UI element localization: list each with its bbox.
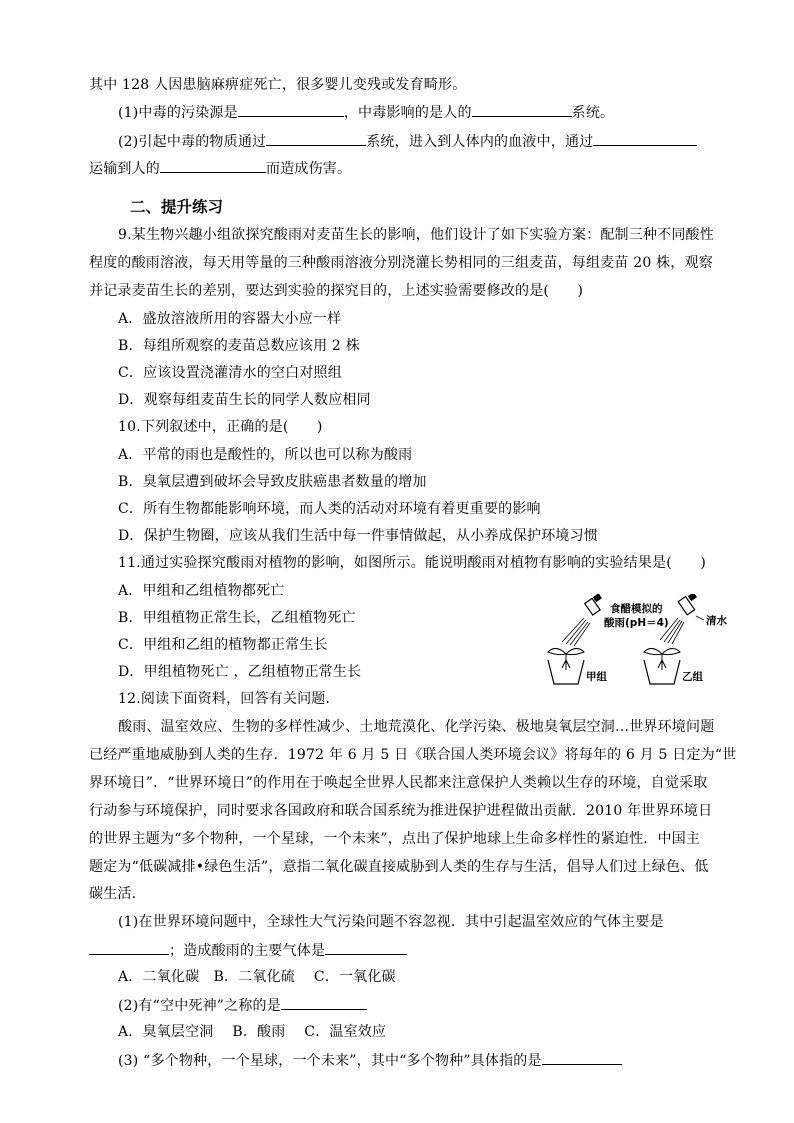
figure-label-group-b: 乙组 — [682, 671, 703, 683]
q2-text-d: 而造成伤害。 — [266, 161, 352, 177]
intro-text: 其中 128 人因患脑麻痹症死亡，很多婴儿变残或发育畸形。 — [89, 77, 467, 93]
q11-option-c[interactable]: C．甲组和乙组的植物都正常生长 — [118, 637, 328, 653]
answer-blank[interactable] — [281, 995, 367, 1010]
q9-option-a[interactable]: A．盛放溶液所用的容器大小应一样 — [118, 311, 342, 327]
spray-bottle-icon — [678, 594, 697, 615]
q10-option-d[interactable]: D．保护生物圈，应该从我们生活中每一件事情做起，从小养成保护环境习惯 — [118, 528, 599, 544]
intro-q1 — [118, 102, 614, 123]
intro-q2-cont — [89, 158, 351, 179]
q9-stem-line: 9.某生物兴趣小组欲探究酸雨对麦苗生长的影响，他们设计了如下实验方案：配制三种不同酸性 — [118, 227, 714, 243]
answer-blank[interactable] — [472, 102, 572, 117]
plant-icon — [548, 648, 584, 670]
q12-sub2-text: (2)有“空中死神”之称的是 — [118, 998, 281, 1014]
q12-paragraph-line: 碳生活． — [89, 886, 146, 902]
answer-blank[interactable] — [160, 158, 266, 173]
q12-sub1-cont — [89, 940, 407, 961]
acid-rain-experiment-figure — [540, 594, 740, 686]
q2-text-a: (2)引起中毒的物质通过 — [118, 134, 267, 150]
answer-blank[interactable] — [238, 102, 344, 117]
q10-option-a[interactable]: A．平常的雨也是酸性的，所以也可以称为酸雨 — [118, 447, 413, 463]
spray-bottle-icon — [585, 594, 602, 615]
section-title: 二、提升练习 — [130, 198, 224, 216]
q12-sub3-text: (3) “多个物种，一个星球，一个未来”，其中“多个物种”具体指的是 — [118, 1053, 542, 1069]
q12-stem: 12.阅读下面资料，回答有关问题． — [118, 691, 340, 707]
q11-stem: 11.通过实验探究酸雨对植物的影响，如图所示。能说明酸雨对植物有影响的实验结果是( ) — [118, 555, 706, 571]
q11-option-a[interactable]: A．甲组和乙组植物都死亡 — [118, 583, 285, 599]
q12-paragraph-line: 酸雨、温室效应、生物的多样性减少、土地荒漠化、化学污染、极地臭氧层空洞…世界环境问题 — [118, 719, 715, 735]
q12-paragraph-line: 行动参与环境保护，同时要求各国政府和联合国系统为推进保护进程做出贡献．2010 年世界环境日 — [89, 803, 713, 819]
q1-text-a: (1)中毒的污染源是 — [118, 105, 238, 121]
q9-option-d[interactable]: D．观察每组麦苗生长的同学人数应相同 — [118, 392, 371, 408]
q10-option-b[interactable]: B．臭氧层遭到破坏会导致皮肤癌患者数量的增加 — [118, 474, 427, 490]
q1-text-c: 系统。 — [571, 105, 615, 121]
intro-line — [89, 75, 466, 95]
figure-label-acid-1: 食醋模拟的 — [610, 603, 663, 615]
plant-icon — [644, 648, 680, 670]
q12-sub1-text-b: ；造成酸雨的主要气体是 — [169, 943, 326, 959]
spray-lines-icon — [562, 618, 590, 646]
q9-option-b[interactable]: B．每组所观察的麦苗总数应该用 2 株 — [118, 338, 360, 354]
q10-option-c[interactable]: C．所有生物都能影响环境，而人类的活动对环境有着更重要的影响 — [118, 501, 541, 517]
q2-text-b: 系统，进入到人体内的血液中，通过 — [366, 134, 594, 150]
q12-paragraph-line: 已经严重地威胁到人类的生存．1972 年 6 月 5 日《联合国人类环境会议》将每年的 6 月 5 日定为“世 — [89, 747, 737, 763]
q9-stem-line: 程度的酸雨溶液，每天用等量的三种酸雨溶液分别浇灌长势相同的三组麦苗，每组麦苗 20 株，观察 — [89, 255, 713, 271]
figure-label-acid-2: 酸雨(pH＝4) — [604, 617, 669, 629]
answer-blank[interactable] — [593, 131, 697, 146]
q1-text-b: ，中毒影响的是人的 — [343, 105, 472, 121]
q12-sub3 — [118, 1050, 622, 1071]
q12-sub2-options[interactable]: A．臭氧层空洞 B．酸雨 C．温室效应 — [118, 1024, 387, 1040]
q12-sub1: (1)在世界环境问题中，全球性大气污染问题不容忽视．其中引起温室效应的气体主要是 — [118, 914, 664, 930]
figure-label-group-a: 甲组 — [586, 671, 607, 683]
q11-option-b[interactable]: B．甲组植物正常生长，乙组植物死亡 — [118, 610, 356, 626]
q12-sub2 — [118, 995, 367, 1016]
answer-blank[interactable] — [542, 1050, 622, 1065]
q9-stem-line: 并记录麦苗生长的差别，要达到实验的探究目的，上述实验需要修改的是( ) — [89, 283, 584, 299]
q10-stem: 10.下列叙述中，正确的是( ) — [118, 419, 323, 435]
q9-option-c[interactable]: C．应该设置浇灌清水的空白对照组 — [118, 365, 342, 381]
answer-blank[interactable] — [325, 940, 407, 955]
q12-paragraph-line: 界环境日”．“世界环境日”的作用在于唤起全世界人民都来注意保护人类赖以生存的环境，自觉采取 — [89, 775, 708, 791]
q11-option-d[interactable]: D．甲组植物死亡 ，乙组植物正常生长 — [118, 664, 362, 680]
answer-blank[interactable] — [266, 131, 366, 146]
q2-text-c: 运输到人的 — [89, 161, 160, 177]
q12-paragraph-line: 题定为“低碳减排•绿色生活”，意指二氧化碳直接威胁到人类的生存与生活，倡导人们过上绿色、低 — [89, 859, 709, 875]
intro-q2 — [118, 131, 697, 152]
answer-blank[interactable] — [89, 940, 169, 955]
figure-label-water: 清水 — [706, 615, 727, 627]
q12-sub1-options[interactable]: A．二氧化碳 B．二氧化硫 C．一氧化碳 — [118, 969, 396, 985]
q12-paragraph-line: 的世界主题为“多个物种，一个星球，一个未来”，点出了保护地球上生命多样性的紧迫性．中国主 — [89, 831, 701, 847]
